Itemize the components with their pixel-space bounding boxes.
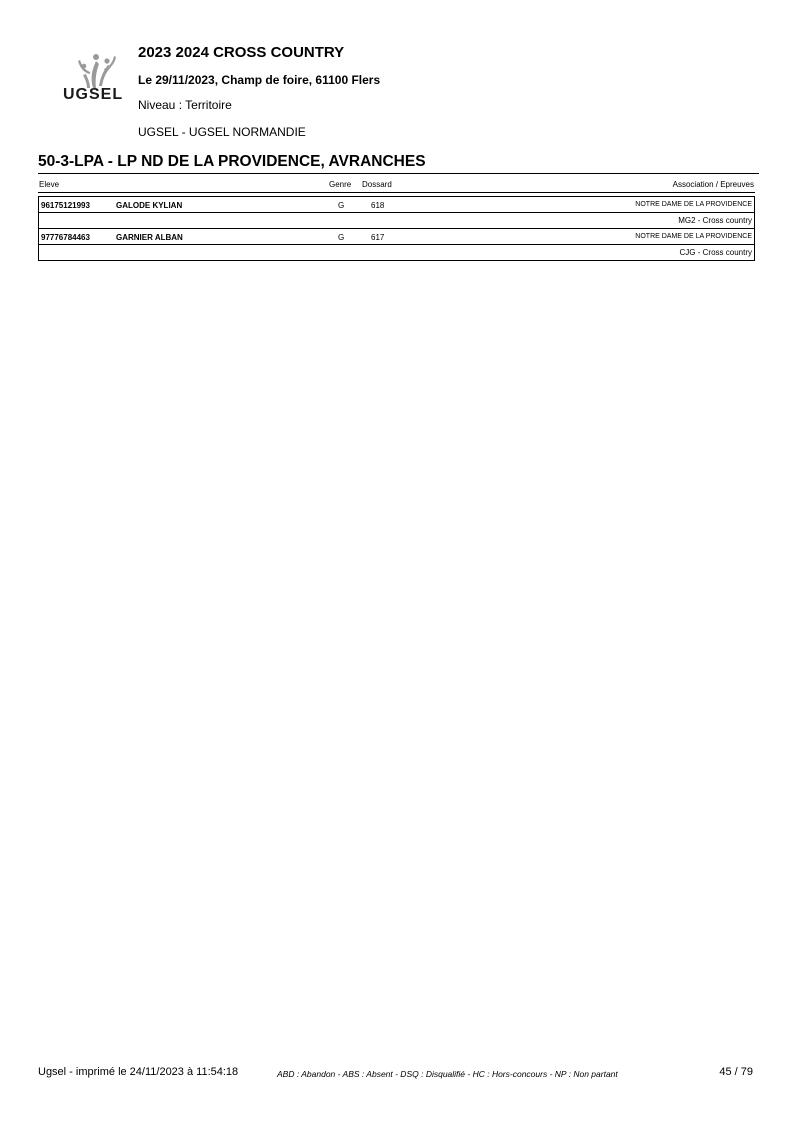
student-name: GARNIER ALBAN (116, 233, 183, 242)
header-divider (38, 192, 755, 193)
table-header (38, 178, 755, 192)
table-row (38, 196, 755, 229)
ugsel-logo (60, 52, 130, 110)
school-divider (38, 173, 759, 174)
status-legend: ABD : Abandon - ABS : Absent - DSQ : Disqualifié - HC : Hors-concours - NP : Non partant (277, 1069, 618, 1079)
student-association: NOTRE DAME DE LA PROVIDENCE (635, 201, 752, 208)
print-timestamp: Ugsel - imprimé le 24/11/2023 à 11:54:18 (38, 1066, 239, 1078)
event-level: Niveau : Territoire (138, 98, 232, 112)
student-genre: G (338, 201, 345, 210)
table-row (38, 229, 755, 261)
event-date-place: Le 29/11/2023, Champ de foire, 61100 Flers (138, 73, 381, 87)
header-eleve: Eleve (39, 180, 60, 189)
ugsel-figures-icon (66, 52, 122, 90)
student-id: 97776784463 (41, 233, 90, 242)
header-genre: Genre (329, 180, 352, 189)
header-association: Association / Epreuves (672, 180, 754, 189)
student-epreuve: MG2 - Cross country (678, 216, 752, 225)
row-divider (39, 212, 754, 213)
row-divider (39, 244, 754, 245)
student-epreuve: CJG - Cross country (679, 248, 752, 257)
school-heading: 50-3-LPA - LP ND DE LA PROVIDENCE, AVRANCHES (38, 153, 426, 170)
student-association: NOTRE DAME DE LA PROVIDENCE (635, 233, 752, 240)
student-dossard: 618 (371, 201, 385, 210)
student-name: GALODE KYLIAN (116, 201, 183, 210)
header-dossard: Dossard (362, 180, 392, 189)
event-title: 2023 2024 CROSS COUNTRY (138, 44, 345, 61)
results-table (38, 196, 755, 261)
student-dossard: 617 (371, 233, 385, 242)
logo-text: UGSEL (63, 86, 124, 103)
event-region: UGSEL - UGSEL NORMANDIE (138, 125, 306, 139)
page-number: 45 / 79 (719, 1066, 753, 1078)
student-genre: G (338, 233, 345, 242)
student-id: 96175121993 (41, 201, 90, 210)
